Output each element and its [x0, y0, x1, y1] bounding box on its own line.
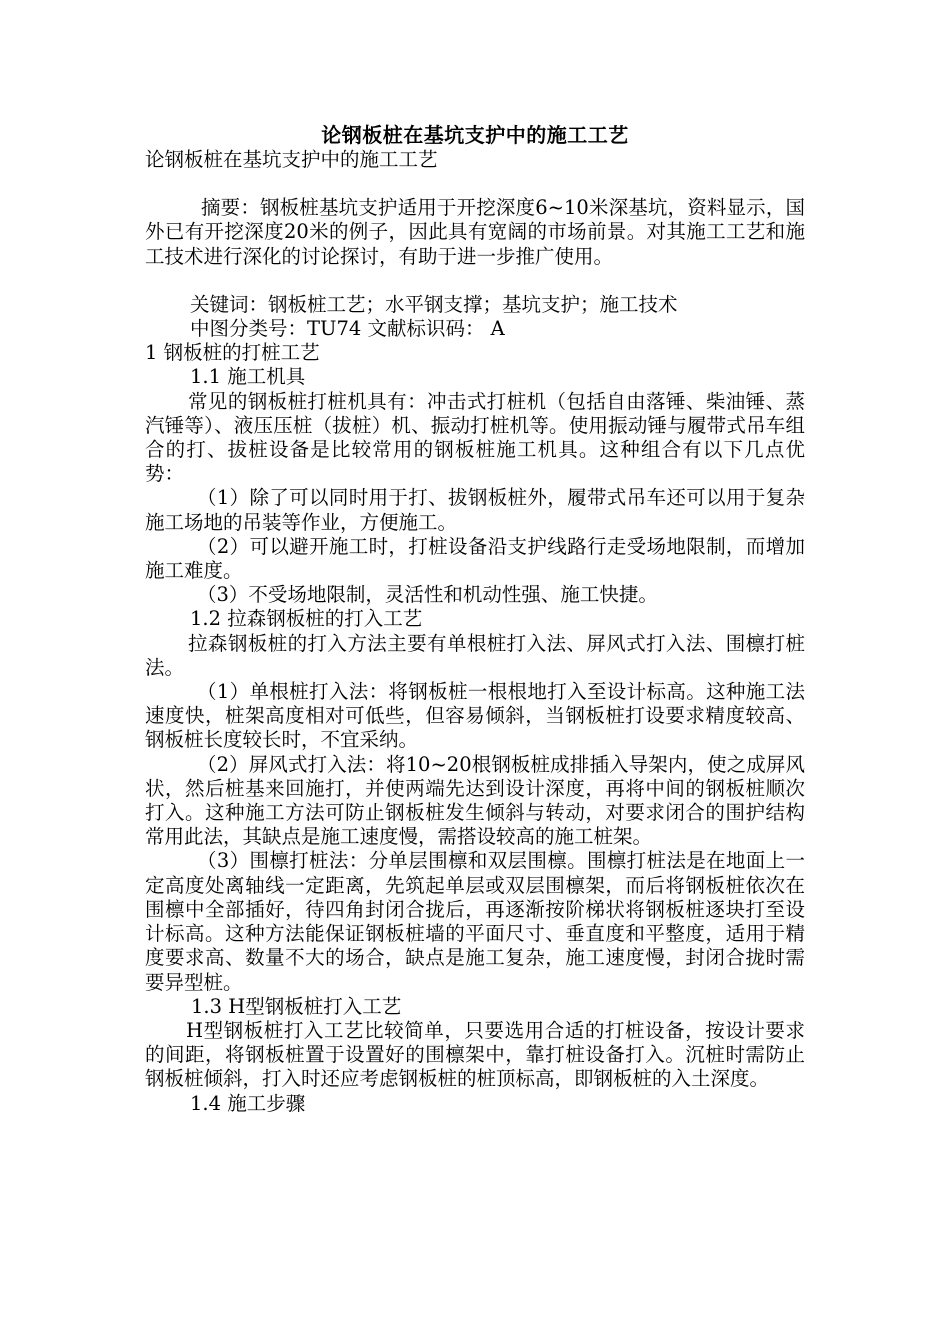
- section-1-2-item-2: （2）屏风式打入法：将10~20根钢板桩成排插入导架内，使之成屏风状，然后桩基来回施打，并使两端先达到设计深度，再将中间的钢板桩顺次打入。这种施工方法可防止钢板桩发生倾斜与转动，对要求闭合的围护结构常用此法，其缺点是施工速度慢，需搭设较高的施工桩架。: [145, 752, 805, 849]
- section-1-heading: 1 钢板桩的打桩工艺: [145, 341, 320, 365]
- section-1-1-item-3: （3）不受场地限制，灵活性和机动性强、施工快捷。: [197, 583, 658, 607]
- document-subtitle: 论钢板桩在基坑支护中的施工工艺: [145, 148, 438, 171]
- abstract-paragraph: 摘要：钢板桩基坑支护适用于开挖深度6~10米深基坑，资料显示，国外已有开挖深度20米的例子，因此具有宽阔的市场前景。对其施工工艺和施工技术进行深化的讨论探讨，有助于进一步推广使用。: [145, 196, 805, 268]
- section-1-4-heading: 1.4 施工步骤: [190, 1091, 306, 1115]
- section-1-3-heading: 1.3 H型钢板桩打入工艺: [191, 994, 402, 1018]
- blank-line: [145, 172, 805, 196]
- section-1-2-item-1: （1）单根桩打入法：将钢板桩一根根地打入至设计标高。这种施工法速度快，桩架高度相对可低些，但容易倾斜，当钢板桩打设要求精度较高、钢板桩长度较长时，不宜采纳。: [145, 680, 805, 752]
- section-1-1-paragraph: 常见的钢板桩打桩机具有：冲击式打桩机（包括自由落锤、柴油锤、蒸汽锤等）、液压压桩（拔桩）机、振动打桩机等。使用振动锤与履带式吊车组合的打、拔桩设备是比较常用的钢板桩施工机具。这种组合有以下几点优势：: [145, 389, 805, 486]
- section-1-2-heading: 1.2 拉森钢板桩的打入工艺: [190, 607, 423, 631]
- section-1-1-item-1: （1）除了可以同时用于打、拔钢板桩外，履带式吊车还可以用于复杂施工场地的吊装等作业，方便施工。: [145, 486, 805, 534]
- blank-line: [145, 269, 805, 293]
- section-1-2-item-3: （3）围檩打桩法：分单层围檩和双层围檩。围檩打桩法是在地面上一定高度处离轴线一定距离，先筑起单层或双层围檩架，而后将钢板桩依次在围檩中全部插好，待四角封闭合拢后，再逐渐按阶梯状将钢板桩逐块打至设计标高。这种方法能保证钢板桩墙的平面尺寸、垂直度和平整度，适用于精度要求高、数量不大的场合，缺点是施工复杂，施工速度慢，封闭合拢时需要异型桩。: [145, 849, 805, 994]
- section-1-2-paragraph: 拉森钢板桩的打入方法主要有单根桩打入法、屏风式打入法、围檩打桩法。: [145, 631, 805, 679]
- section-1-1-item-2: （2）可以避开施工时，打桩设备沿支护线路行走受场地限制，而增加施工难度。: [145, 534, 805, 583]
- document-body: [145, 148, 805, 1116]
- classification-line: 中图分类号：TU74 文献标识码： A: [190, 317, 505, 341]
- section-1-1-heading: 1.1 施工机具: [190, 365, 306, 389]
- keywords-line: 关键词：钢板桩工艺；水平钢支撑；基坑支护；施工技术: [190, 292, 678, 316]
- document-title: 论钢板桩在基坑支护中的施工工艺: [321, 123, 629, 147]
- section-1-3-paragraph: H型钢板桩打入工艺比较简单，只要选用合适的打桩设备，按设计要求的间距，将钢板桩置于设置好的围檩架中，靠打桩设备打入。沉桩时需防止钢板桩倾斜，打入时还应考虑钢板桩的桩顶标高，即钢板桩的入土深度。: [145, 1018, 805, 1091]
